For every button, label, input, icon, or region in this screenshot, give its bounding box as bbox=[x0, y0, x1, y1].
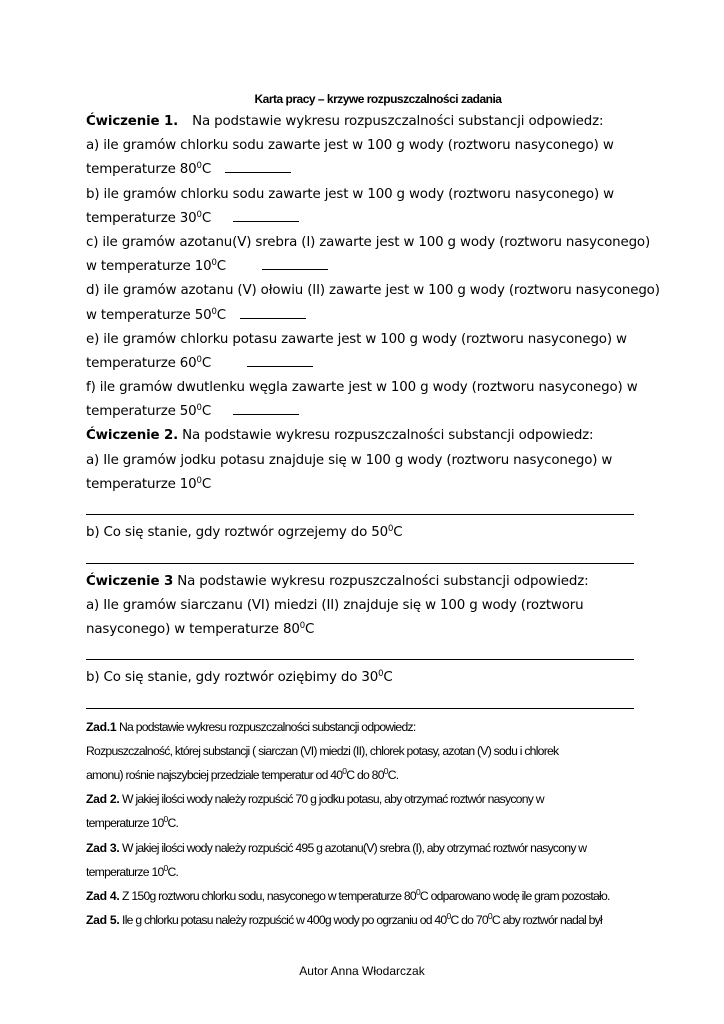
ex1-d-line1: d) ile gramów azotanu (V) ołowiu (II) zawarte jest w 100 g wody (roztworu nasyconego) bbox=[86, 283, 660, 299]
zad3-line1: Zad 3. W jakiej ilości wody należy rozpuścić 495 g azotanu(V) srebra (I), aby otrzymać roztwór nasycony w bbox=[86, 840, 587, 855]
ex3-a-line2: nasyconego) w temperaturze $80^0C$ bbox=[86, 620, 315, 637]
ex1-b-line1: b) ile gramów chlorku sodu zawarte jest w 100 g wody (roztworu nasyconego) w bbox=[86, 186, 614, 202]
answer-blank[interactable] bbox=[233, 207, 299, 222]
ex1-c-line1: c) ile gramów azotanu(V) srebra (I) zawarte jest w 100 g wody (roztworu nasyconego) bbox=[86, 234, 651, 250]
answer-blank[interactable] bbox=[247, 352, 313, 367]
page-title: Karta pracy – krzywe rozpuszczalności zadania bbox=[254, 92, 502, 106]
ex2-header bbox=[86, 424, 634, 448]
ex2-intro: Na podstawie wykresu rozpuszczalności substancji odpowiedz: bbox=[178, 428, 594, 444]
zad4-line1: Zad 4. Z 150g roztworu chlorku sodu, nasyconego w temperaturze $80^0C$ odparowano wodę ile gram pozostało. bbox=[86, 887, 610, 903]
ex1-label: Ćwiczenie 1. bbox=[86, 114, 179, 129]
answer-blank[interactable] bbox=[240, 304, 306, 319]
ex1-e-line2: temperaturze $60^0C$ bbox=[86, 352, 634, 376]
ex1-header bbox=[86, 110, 634, 134]
ex3-header bbox=[86, 570, 634, 594]
ex1-b-line2: temperaturze $30^0C$ bbox=[86, 207, 634, 231]
zad1-line2: Rozpuszczalność, której substancji ( siarczan (VI) miedzi (II), chlorek potasy, azotan (V) sodu i chlorek bbox=[86, 743, 559, 758]
answer-blank[interactable] bbox=[262, 255, 328, 270]
ex1-f-line2: temperaturze $50^0C$ bbox=[86, 400, 634, 424]
zad1-line3: amonu) rośnie najszybciej przedziale temperatur od $40^0C$ do $80^0C$. bbox=[86, 766, 399, 783]
answer-blank[interactable] bbox=[233, 400, 299, 415]
zad1-line1: Zad.1 Na podstawie wykresu rozpuszczalności substancji odpowiedz: bbox=[86, 719, 416, 734]
zad5-line1: Zad 5. Ile g chlorku potasu należy rozpuścić w 400g wody po ogrzaniu od $40^0C$ do $70^0C$ aby roztwór nadal był bbox=[86, 911, 602, 928]
answer-blank[interactable] bbox=[225, 158, 291, 173]
ex1-a-line2: temperaturze $80^0C$ bbox=[86, 158, 634, 182]
ex3-label: Ćwiczenie 3 bbox=[86, 573, 174, 589]
ex3-b: b) Co się stanie, gdy roztwór oziębimy do $30^0C$ bbox=[86, 669, 393, 686]
ex3-intro: Na podstawie wykresu rozpuszczalności substancji odpowiedz: bbox=[173, 573, 589, 589]
author-footer: Autor Anna Włodarczak bbox=[299, 964, 425, 978]
ex1-e-line1: e) ile gramów chlorku potasu zawarte jest w 100 g wody (roztworu nasyconego) w bbox=[86, 331, 627, 347]
ex1-intro: Na podstawie wykresu rozpuszczalności substancji odpowiedz: bbox=[192, 114, 604, 129]
ex2-a-line1: a) Ile gramów jodku potasu znajduje się w 100 g wody (roztworu nasyconego) w bbox=[86, 452, 613, 468]
ex1-f-line1: f) ile gramów dwutlenku węgla zawarte jest w 100 g wody (roztworu nasyconego) w bbox=[86, 380, 638, 396]
zad2-line1: Zad 2. W jakiej ilości wody należy rozpuścić 70 g jodku potasu, aby otrzymać roztwór nasycony w bbox=[86, 792, 544, 807]
ex1-a-line1: a) ile gramów chlorku sodu zawarte jest w 100 g wody (roztworu nasyconego) w bbox=[86, 138, 614, 154]
ex2-b: b) Co się stanie, gdy roztwór ogrzejemy do $50^0C$ bbox=[86, 524, 403, 541]
ex2-a-line2: temperaturze $10^0C$ bbox=[86, 475, 212, 492]
ex1-c-line2: w temperaturze $10^0C$ bbox=[86, 255, 634, 279]
zad3-line2: temperaturze $10^0C$. bbox=[86, 862, 179, 879]
ex2-label: Ćwiczenie 2. bbox=[86, 428, 179, 444]
worksheet bbox=[86, 88, 660, 932]
zad2-line2: temperaturze $10^0C$. bbox=[86, 814, 179, 831]
ex3-a-line1: a) Ile gramów siarczanu (VI) miedzi (II) znajduje się w 100 g wody (roztworu bbox=[86, 597, 584, 613]
ex1-d-line2: w temperaturze $50^0C$ bbox=[86, 304, 634, 328]
